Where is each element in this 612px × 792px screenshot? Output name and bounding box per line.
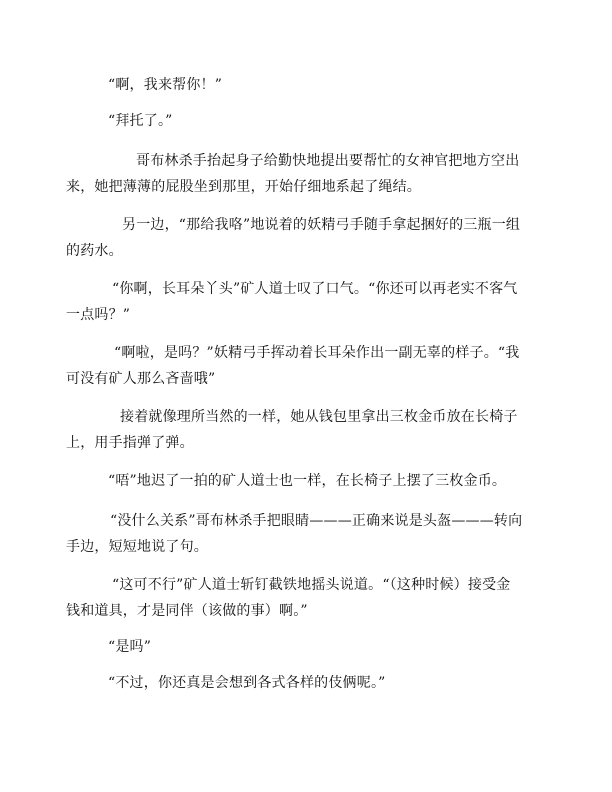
text-line: 钱和道具，才是同伴（该做的事）啊。” (66, 603, 308, 619)
text-line: “拜托了。” (108, 113, 173, 129)
text-line: 来，她把薄薄的屁股坐到那里，开始仔细地系起了绳结。 (66, 179, 421, 195)
text-line: “不过，你还真是会想到各式各样的伎俩呢。” (108, 675, 386, 691)
text-line: 的药水。 (66, 243, 123, 259)
text-line: “啊，我来帮你！” (108, 77, 223, 93)
text-line: 可没有矿人那么吝啬哦” (66, 371, 216, 387)
text-line: “你啊，长耳朵丫头”矿人道士叹了口气。“你还可以再老实不客气 (112, 281, 518, 297)
text-line: “唔”地迟了一拍的矿人道士也一样，在长椅子上摆了三枚金币。 (108, 473, 507, 489)
text-line: 手边，短短地说了句。 (66, 539, 208, 555)
text-line: 一点吗？” (66, 307, 131, 323)
text-line: “啊啦，是吗？”妖精弓手挥动着长耳朵作出一副无辜的样子。“我 (114, 345, 520, 361)
text-line: “是吗” (108, 639, 152, 655)
text-line: 哥布林杀手抬起身子给勤快地提出要帮忙的女神官把地方空出 (136, 153, 520, 169)
text-line: “这可不行”矿人道士斩钉截铁地摇头说道。“（这种时候）接受金 (112, 577, 511, 593)
text-line: “没什么关系”哥布林杀手把眼睛———正确来说是头盔———转向 (110, 513, 523, 529)
text-line: 上，用手指弹了弹。 (66, 435, 194, 451)
text-line: 另一边，“那给我咯”地说着的妖精弓手随手拿起捆好的三瓶一组 (122, 217, 521, 233)
text-line: 接着就像理所当然的一样，她从钱包里拿出三枚金币放在长椅子 (120, 409, 518, 425)
